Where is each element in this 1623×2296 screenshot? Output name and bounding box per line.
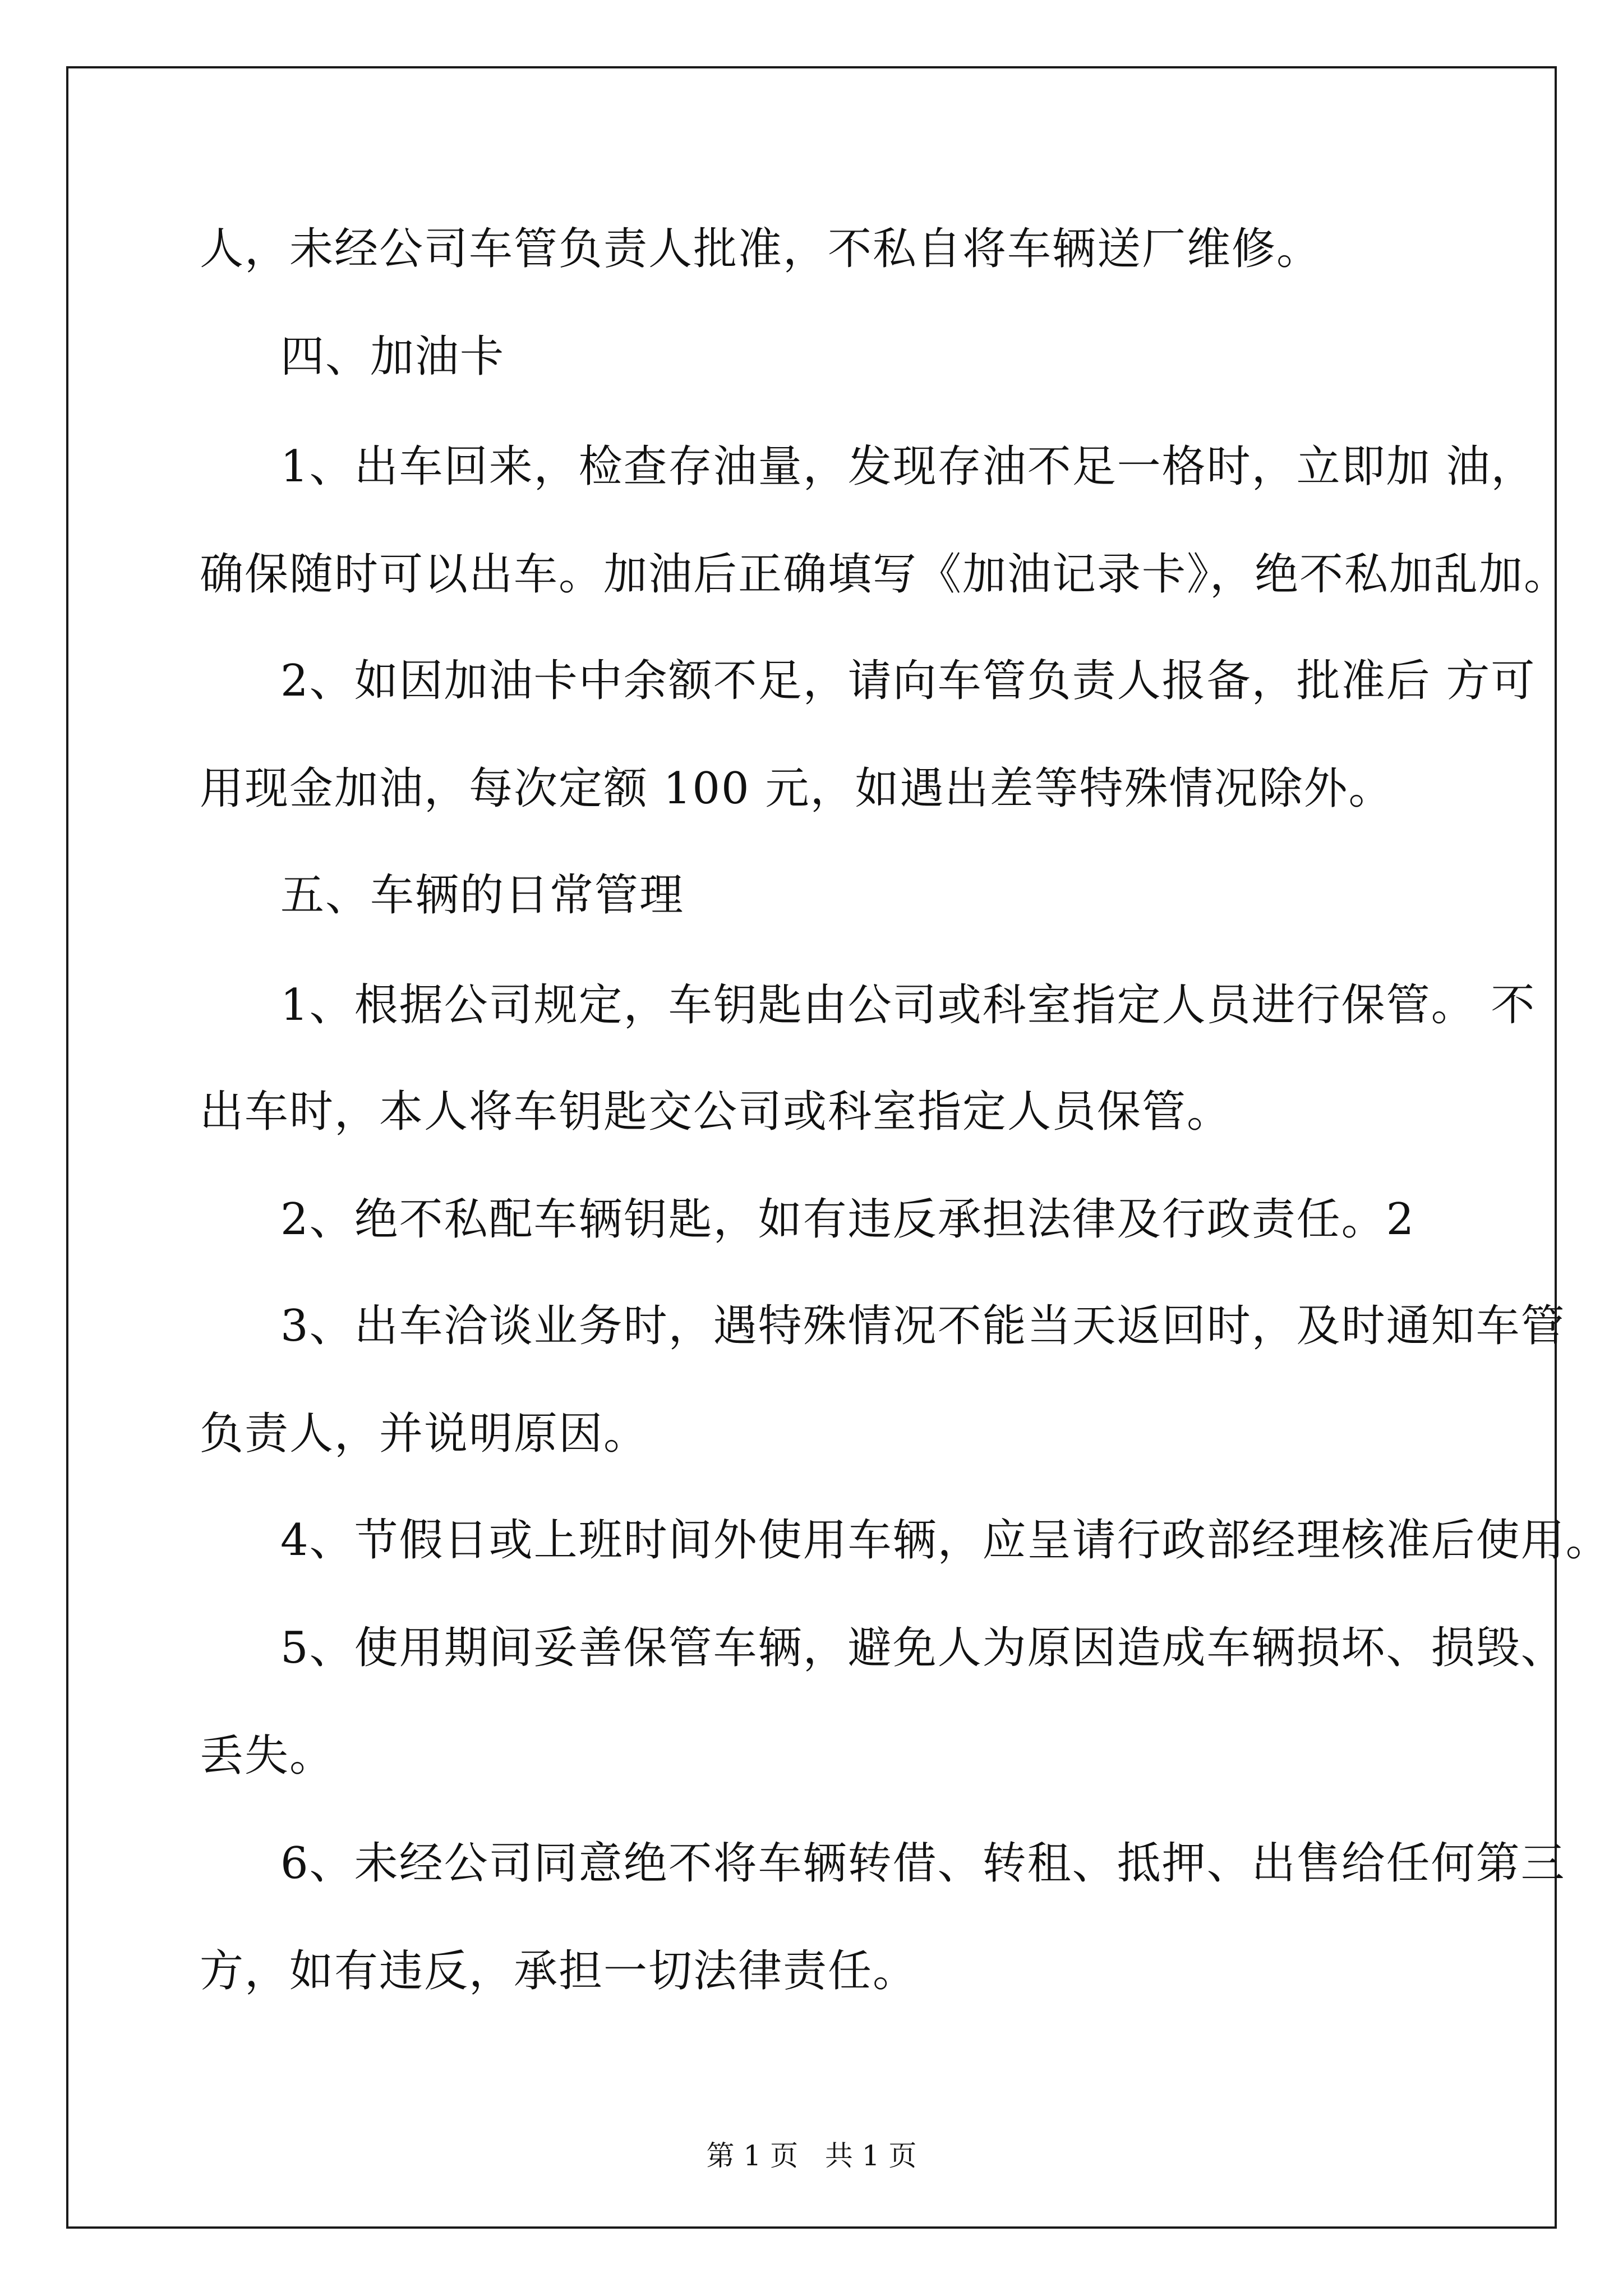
page-frame (66, 66, 1611, 2229)
text-line: 出车时，本人将车钥匙交公司或科室指定人员保管。 (200, 1087, 1232, 1137)
text-line: 人，未经公司车管负责人批准，不私自将车辆送厂维修。 (200, 224, 1322, 274)
text-line: 2、如因加油卡中余额不足，请向车管负责人报备，批准后 方可 (280, 656, 1536, 706)
text-line: 6、未经公司同意绝不将车辆转借、转租、抵押、出售给任何第三 (280, 1838, 1566, 1889)
page-number-footer: 第 1 页 共 1 页 (706, 2139, 917, 2172)
text-line: 1、根据公司规定，车钥匙由公司或科室指定人员进行保管。 不 (280, 980, 1536, 1030)
text-line: 确保随时可以出车。加油后正确填写《加油记录卡》，绝不私加乱加。 (200, 549, 1569, 600)
section-heading: 四、加油卡 (280, 332, 505, 382)
text-line: 负责人，并说明原因。 (200, 1409, 649, 1459)
text-line: 1、出车回来，检查存油量，发现存油不足一格时，立即加 油， (280, 441, 1536, 492)
text-line: 用现金加油，每次定额 100 元，如遇出差等特殊情况除外。 (200, 763, 1394, 814)
text-line: 4、节假日或上班时间外使用车辆，应呈请行政部经理核准后使用。 (280, 1515, 1611, 1566)
text-line: 丢失。 (200, 1731, 335, 1781)
section-heading: 五、车辆的日常管理 (280, 870, 685, 921)
text-line: 方，如有违反，承担一切法律责任。 (200, 1946, 918, 1996)
text-line: 3、出车洽谈业务时，遇特殊情况不能当天返回时，及时通知车管 (280, 1301, 1566, 1351)
text-line: 5、使用期间妥善保管车辆，避免人为原因造成车辆损坏、损毁、 (280, 1623, 1566, 1673)
text-line: 2、绝不私配车辆钥匙，如有违反承担法律及行政责任。2 (280, 1194, 1415, 1245)
